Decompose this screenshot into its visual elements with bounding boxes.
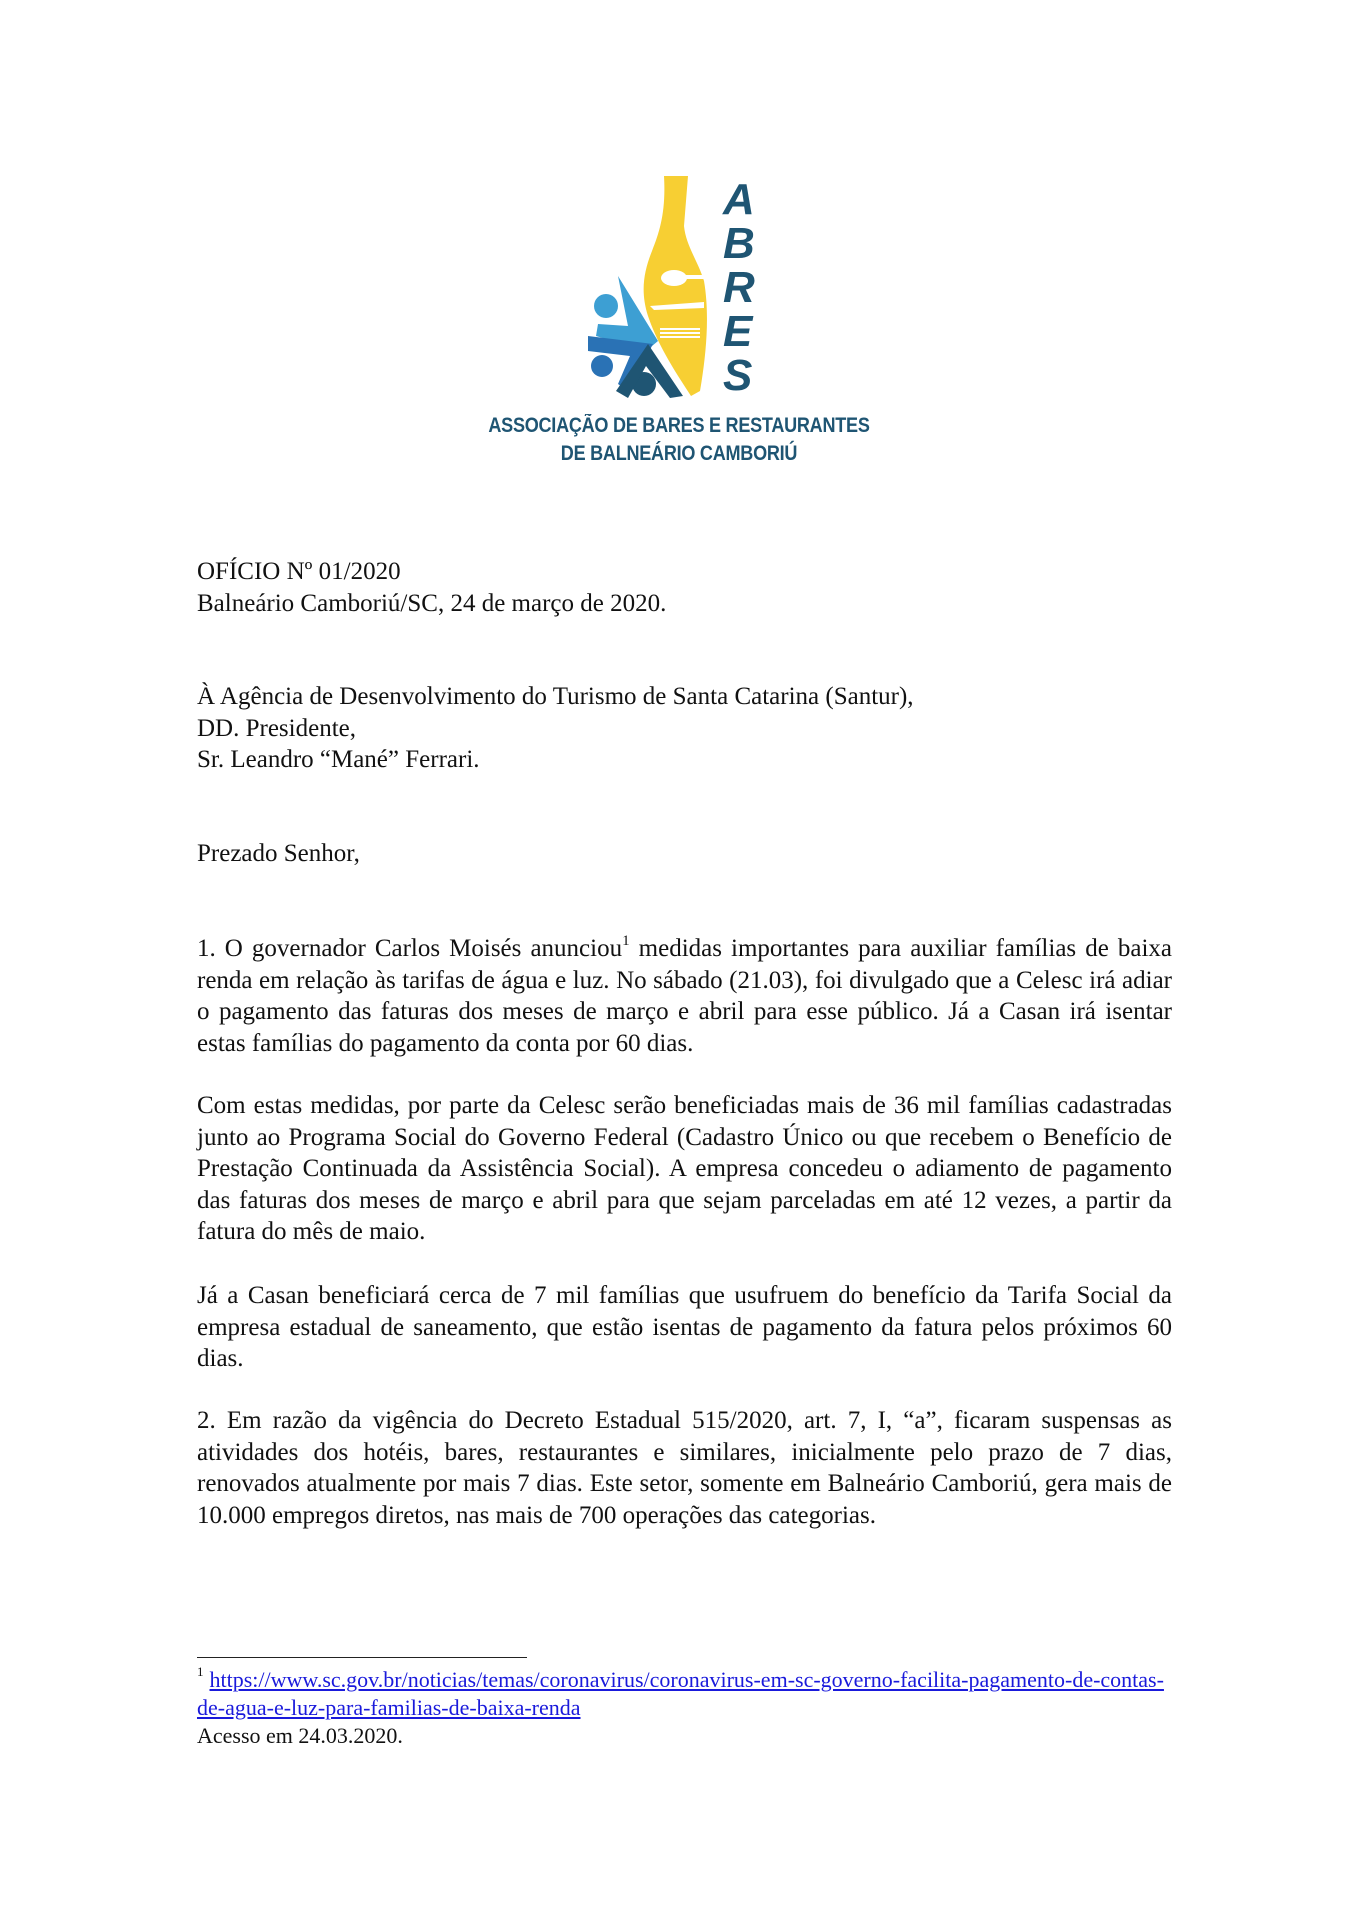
abres-logo-graphic	[588, 176, 768, 401]
paragraph-4-text: 2. Em razão da vigência do Decreto Estadual 515/2020, art. 7, I, “a”, ficaram suspensas as atividades dos hotéis, bares, restaurantes e similares, inicialmente pelo prazo de 7 dias, renovados atualmente por mais 7 dias. Este setor, somente em Balneário Camboriú, gera mais de 10.000 empregos diretos, nas mais de 700 operações das categorias.	[197, 1407, 1172, 1529]
paragraph-3-text: Já a Casan beneficiará cerca de 7 mil famílias que usufruem do benefício da Tarifa Social da empresa estadual de saneamento, que estão isentas de pagamento da fatura pelos próximos 60 dias.	[197, 1282, 1172, 1372]
recipient-title: DD. Presidente,	[197, 714, 356, 742]
footnote	[197, 1663, 1172, 1750]
salutation-text: Prezado Senhor,	[197, 840, 360, 867]
paragraph-2	[197, 1090, 1172, 1248]
figure-head-2	[591, 355, 613, 377]
paragraph-3	[197, 1280, 1172, 1375]
footnote-access-note: Acesso em 24.03.2020.	[197, 1723, 403, 1748]
salutation	[197, 838, 1172, 870]
paragraph-1	[197, 933, 1172, 1059]
paragraph-2-text: Com estas medidas, por parte da Celesc serão beneficiadas mais de 36 mil famílias cadastradas junto ao Programa Social do Governo Federal (Cadastro Único ou que recebem o Benefício de Prestação Continuada da Assistência Social). A empresa concedeu o adiamento de pagamento das faturas dos meses de março e abril para que sejam parceladas em até 12 vezes, a partir da fatura do mês de maio.	[197, 1092, 1172, 1245]
footnote-reference[interactable]: 1	[622, 932, 630, 949]
svg-text:E: E	[723, 307, 753, 356]
svg-text:A: A	[723, 176, 755, 224]
recipient-block	[197, 681, 1172, 776]
footnote-link[interactable]: https://www.sc.gov.br/noticias/temas/coronavirus/coronavirus-em-sc-governo-facilita-pagamento-de-contas-de-agua-e-luz-para-familias-de-baixa-renda	[197, 1667, 1164, 1720]
document-reference: OFÍCIO Nº 01/2020	[197, 558, 401, 585]
org-name-line1: ASSOCIAÇÃO DE BARES E RESTAURANTES	[488, 414, 870, 437]
footnote-number: 1	[197, 1663, 204, 1679]
paragraph-1-text-end: medidas importantes para auxiliar famílias de baixa renda em relação às tarifas de água e luz. No sábado (21.03), foi divulgado que a Celesc irá adiar o pagamento das faturas dos meses de março e abril para esse público. Já a Casan irá isentar estas famílias do pagamento da conta por 60 dias.	[197, 935, 1172, 1057]
logo-wordmark	[722, 176, 755, 400]
paragraph-4	[197, 1405, 1172, 1531]
place-date: Balneário Camboriú/SC, 24 de março de 2020.	[197, 589, 667, 617]
footnote-separator	[197, 1657, 527, 1658]
svg-text:B: B	[723, 219, 755, 268]
org-name-line2: DE BALNEÁRIO CAMBORIÚ	[560, 442, 798, 465]
organization-name	[473, 412, 884, 468]
recipient-name: Sr. Leandro “Mané” Ferrari.	[197, 746, 480, 773]
letter-header	[197, 556, 1172, 619]
svg-text:R: R	[723, 263, 755, 312]
paragraph-1-text-start: 1. O governador Carlos Moisés anunciou	[197, 935, 623, 962]
abres-logo	[588, 176, 768, 401]
figure-head-1	[594, 294, 618, 318]
recipient-agency: À Agência de Desenvolvimento do Turismo de Santa Catarina (Santur),	[197, 683, 914, 710]
svg-text:S: S	[723, 351, 753, 400]
